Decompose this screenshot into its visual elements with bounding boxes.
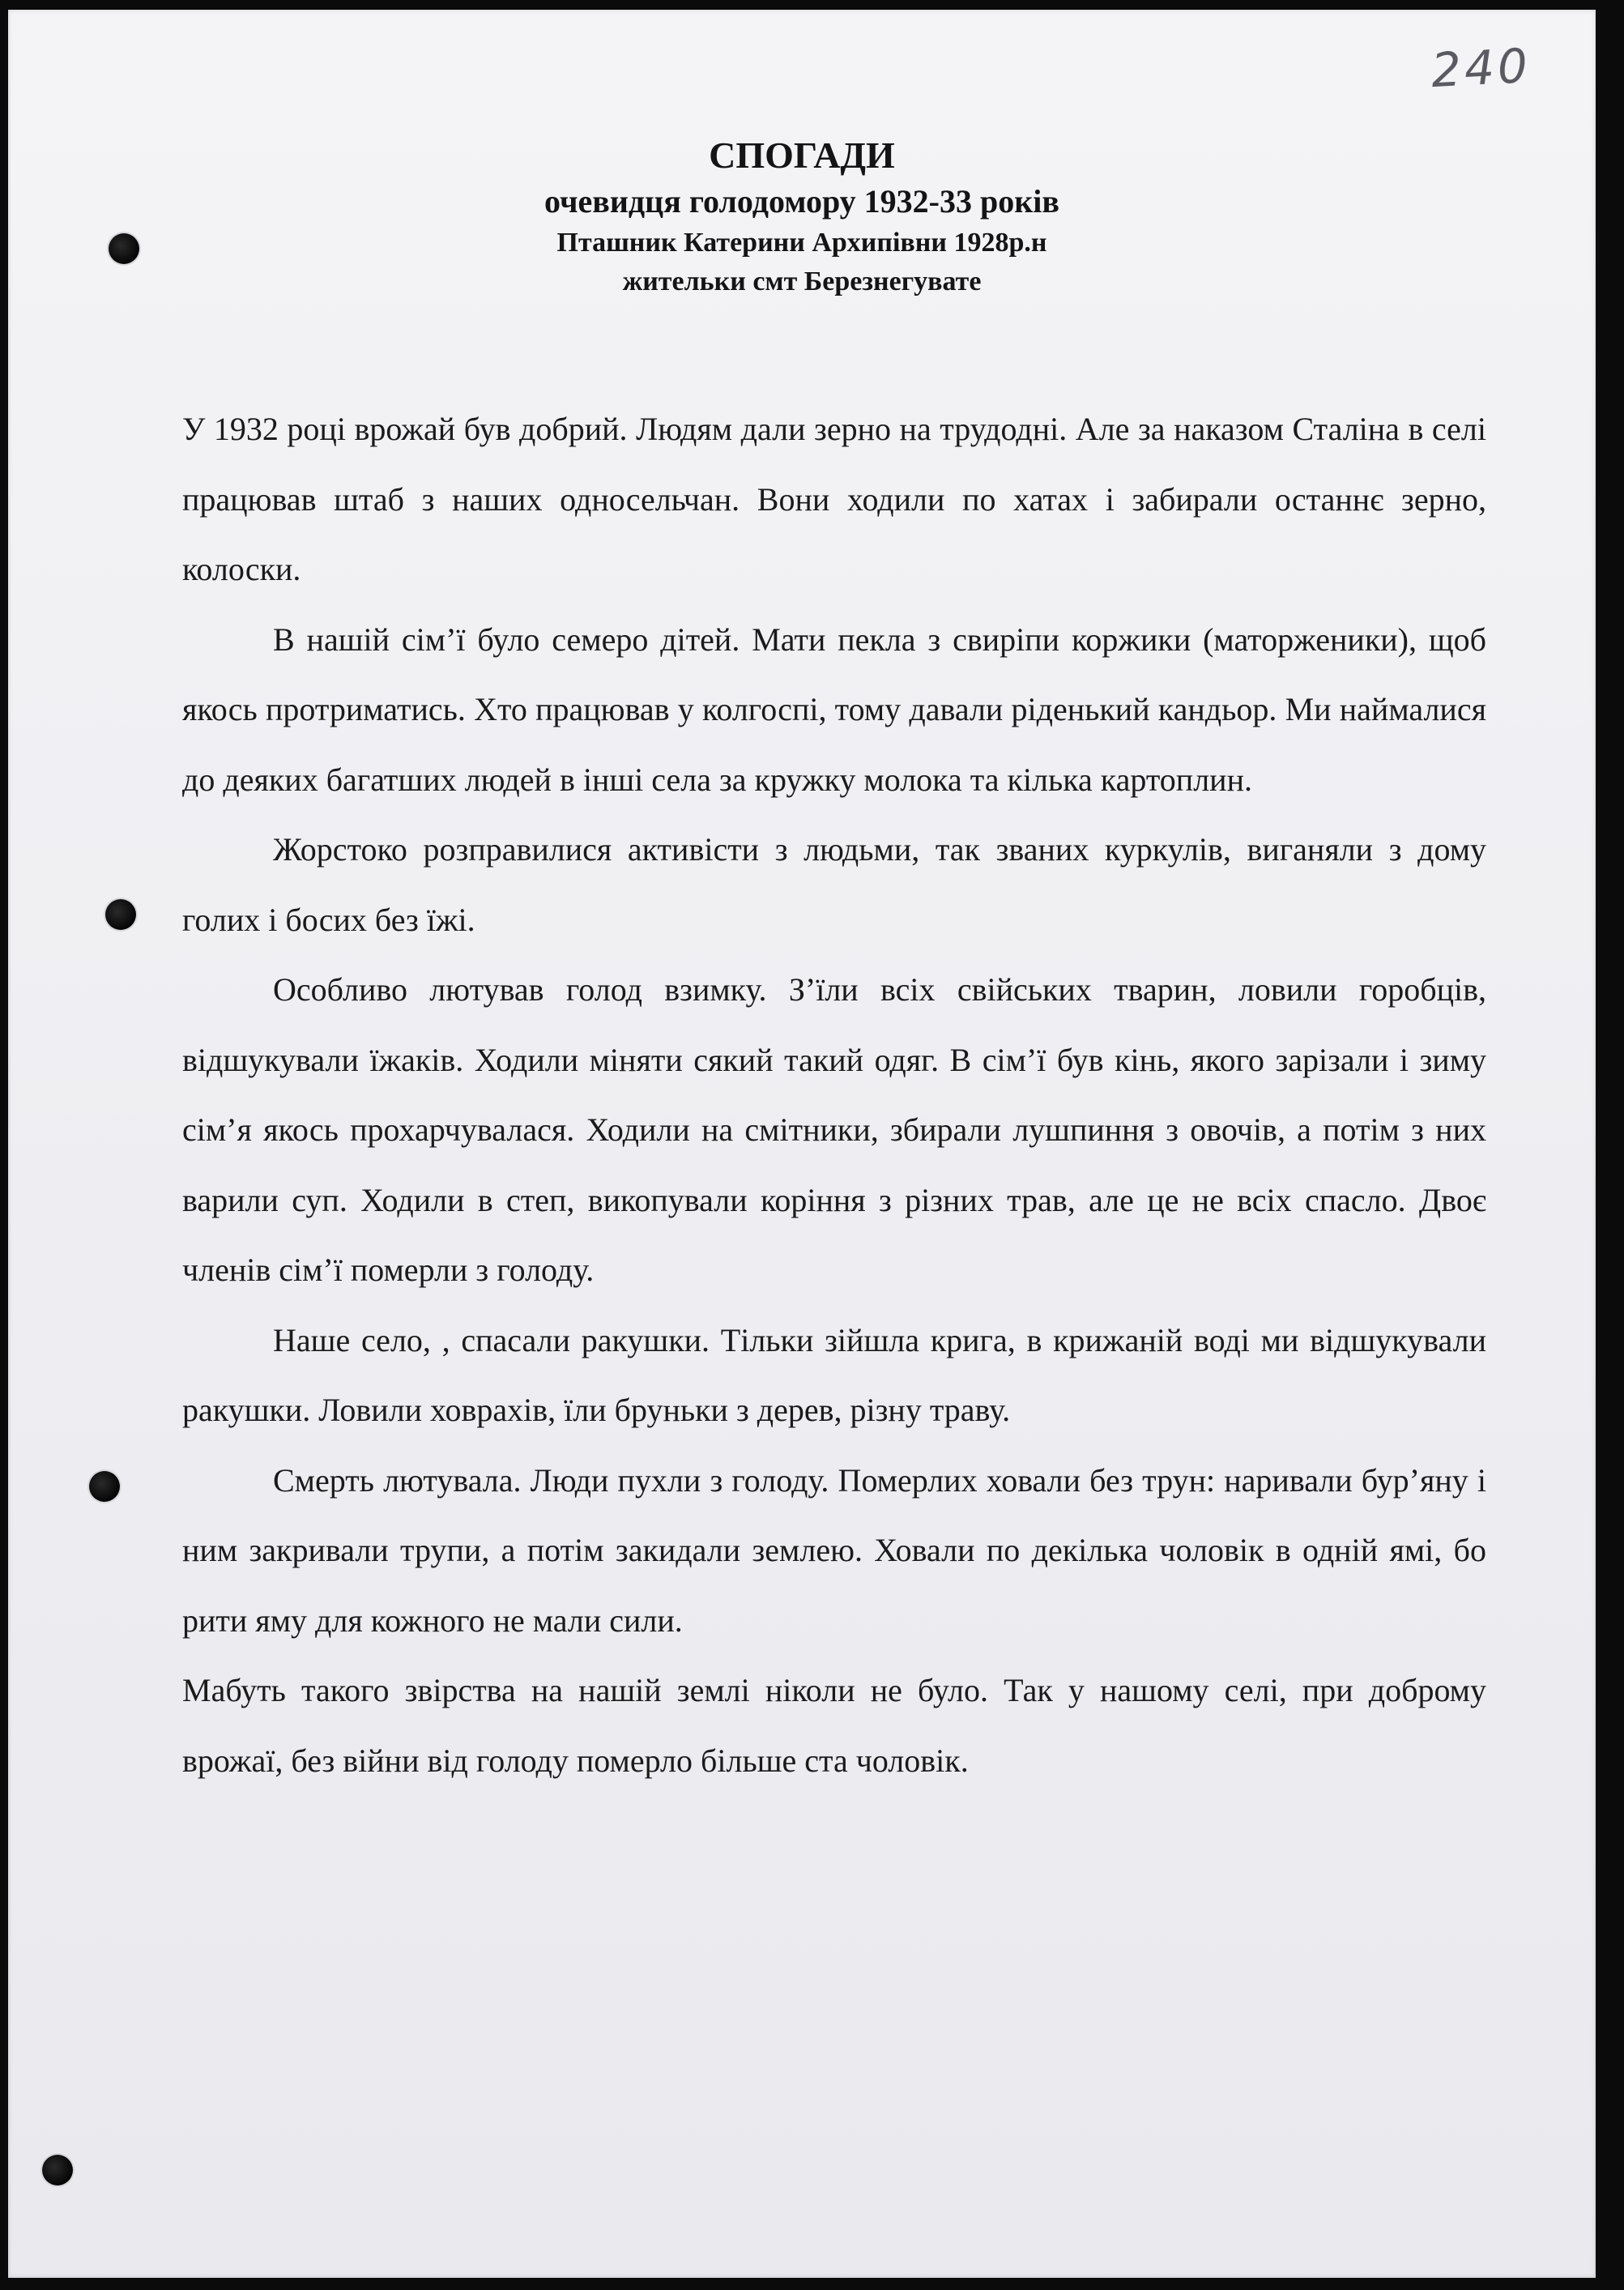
punch-hole: [105, 899, 136, 930]
paragraph: Жорстоко розправилися активісти з людьми, так званих куркулів, виганяли з дому голих і босих без їжі.: [182, 831, 1486, 938]
document-residence: жительки смт Березнегувате: [622, 267, 982, 296]
document-author: Пташник Катерини Архипівни 1928р.н: [556, 228, 1047, 258]
document-title: СПОГАДИ: [709, 134, 895, 176]
handwritten-page-number: 240: [1430, 37, 1532, 99]
paragraph: В нашій сім’ї було семеро дітей. Мати пекла з свиріпи коржики (маторженики), щоб якось протриматись. Хто працював у колгоспі, тому давали ріденький кандьор. Ми наймалися до деяких багатших людей в інші села за кружку молока та кілька картоплин.: [182, 620, 1486, 798]
punch-hole: [89, 1471, 120, 1502]
paragraph: У 1932 році врожай був добрий. Людям дали зерно на трудодні. Але за наказом Сталіна в селі працював штаб з наших односельчан. Вони ходили по хатах і забирали останнє зерно, колоски.: [182, 411, 1486, 587]
paragraph: Мабуть такого звірства на нашій землі ніколи не було. Так у нашому селі, при доброму врожаї, без війни від голоду померло більше ста чоловік.: [182, 1672, 1486, 1779]
paragraph: Особливо лютував голод взимку. З’їли всіх свійських тварин, ловили горобців, відшукували їжаків. Ходили міняти сякий такий одяг. В сім’ї був кінь, якого зарізали і зиму сім’я якось прохарчувалася. Ходили на смітники, збирали лушпиння з овочів, а потім з них варили суп. Ходили в степ, викопували коріння з різних трав, але це не всіх спасло. Двоє членів сім’ї померли з голоду.: [182, 971, 1486, 1288]
document-header: [8, 131, 1596, 301]
document-body: [182, 394, 1486, 1796]
paragraph: Наше село, , спасали ракушки. Тільки зійшла крига, в крижаній воді ми відшукували ракушки. Ловили ховрахів, їли бруньки з дерев, різну траву.: [182, 1321, 1486, 1428]
document-page: [8, 10, 1596, 2278]
paragraph: Смерть лютувала. Люди пухли з голоду. Померлих ховали без трун: наривали бур’яну і ним закривали трупи, а потім закидали землею. Ховали по декілька чоловік в одній ямі, бо рити яму для кожного не мали сили.: [182, 1461, 1486, 1639]
punch-hole: [42, 2155, 73, 2186]
document-subtitle: очевидця голодомору 1932-33 років: [543, 183, 1059, 220]
